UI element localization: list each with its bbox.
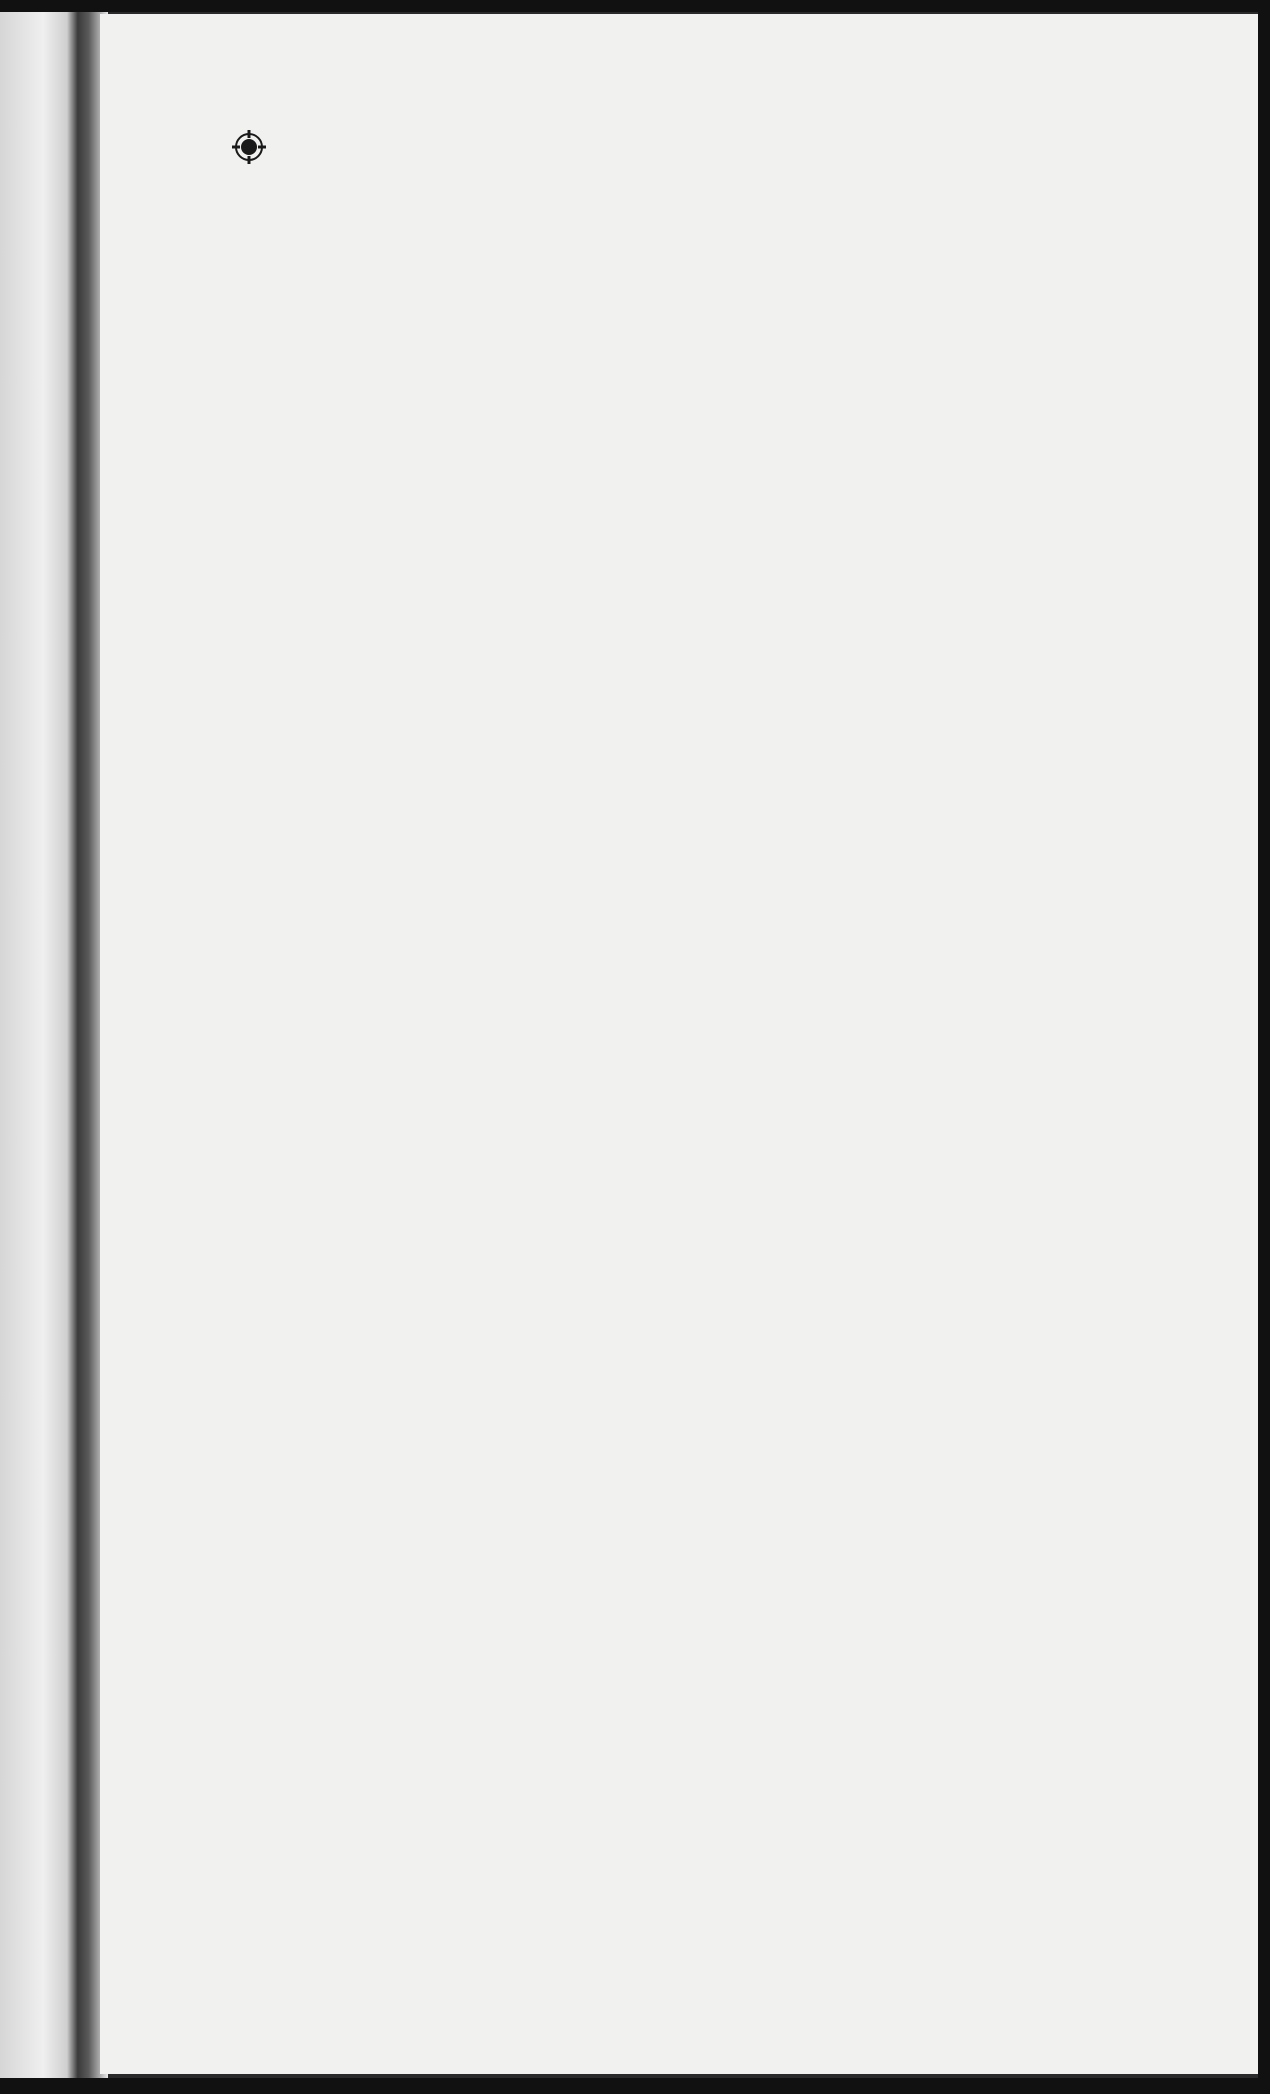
ornament-marker-icon bbox=[230, 128, 268, 166]
scan-border-bottom bbox=[0, 2078, 1270, 2094]
paper-sheet bbox=[100, 14, 1258, 2074]
binding-gutter bbox=[0, 0, 108, 2094]
page-header bbox=[0, 18, 1270, 68]
scan-border-right bbox=[1258, 0, 1270, 2094]
scan-border-top bbox=[0, 0, 1270, 12]
